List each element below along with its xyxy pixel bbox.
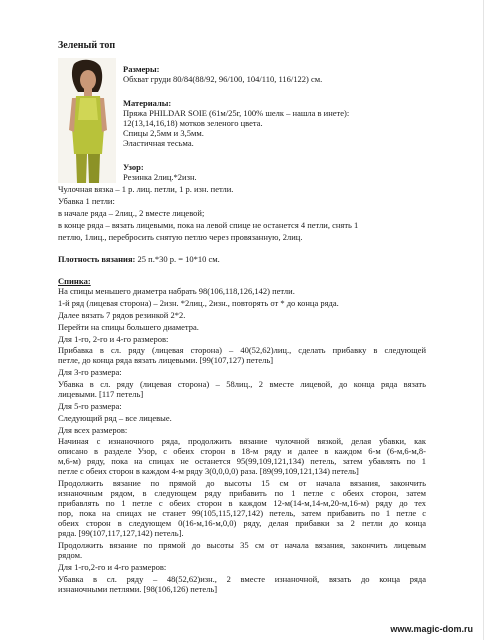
back-instruction-line: Далее вязать 7 рядов резинкой 2*2.: [58, 310, 186, 320]
back-instruction-line: пор, пока на спицах не станет 99(105,115,127,142) петель, затем прибавить по 1 петле с: [58, 508, 426, 518]
back-instruction-line: описано в разделе Узор, с обеих сторон в 18-м ряду и далее в каждом 6-м (6-м,6-м,8-: [58, 446, 426, 456]
back-instruction-line: Следующий ряд – все лицевые.: [58, 413, 172, 423]
back-instruction-line: обеих сторон в следующем 0(16-м,16-м,0,0) ряду, делая прибавки за 2 петли до конца: [58, 518, 426, 528]
materials-heading: Материалы:: [123, 98, 172, 108]
sizes-text: Обхват груди 80/84(88/92, 96/100, 104/110, 116/122) см.: [123, 74, 323, 84]
pattern-line: Резинка 2лиц.*2изн.: [123, 172, 197, 182]
document-title: Зеленый топ: [58, 40, 116, 51]
pattern-heading: Узор:: [123, 162, 144, 172]
pattern-line: в начале ряда – 2лиц., 2 вместе лицевой;: [58, 208, 205, 218]
back-instruction-line: прибавлять по 1 петле с обеих сторон в каждом 12-м(14-м,14-м,20-м,16-м) ряду до тех: [58, 498, 426, 508]
back-instruction-line: Убавка в сл. ряду – 48(52,62)изн., 2 вместе изнаночной, вязать до конца ряда: [58, 574, 426, 584]
density-line: [58, 254, 220, 264]
pattern-line: Убавка 1 петли:: [58, 196, 115, 206]
model-photo: [58, 58, 116, 183]
back-instruction-line: На спицы меньшего диаметра набрать 98(106,118,126,142) петли.: [58, 286, 295, 296]
density-label: Плотность вязания:: [58, 254, 136, 264]
materials-line: Спицы 2,5мм и 3,5мм.: [123, 128, 204, 138]
back-instruction-line: изнаночным рядом, в следующем ряду прибавить по 1 петле с обеих сторон, затем: [58, 488, 426, 498]
back-instruction-line: изнаночными петлями. [98(106,126) петель]: [58, 584, 218, 594]
model-photo-image: [58, 58, 116, 183]
pattern-line: в конце ряда – вязать лицевыми, пока на левой спице не останется 4 петли, снять 1: [58, 220, 359, 230]
back-instruction-line: ряда. [99(107,117,127,142) петель].: [58, 528, 184, 538]
materials-line: 12(13,14,16,18) мотков зеленого цвета.: [123, 118, 263, 128]
back-heading: Спинка:: [58, 276, 91, 286]
materials-line: Эластичная тесьма.: [123, 138, 194, 148]
back-instruction-line: петле с обеих сторон в каждом 4-м ряду 3(0,0,0,0) раза. [89(99,109,121,134) петель]: [58, 466, 359, 476]
back-instruction-line: Продолжить вязание по прямой до высоты 15 см от начала вязания, закончить: [58, 478, 426, 488]
pattern-line: петлю, 1лиц., перебросить снятую петлю через провязанную, 2лиц.: [58, 232, 303, 242]
back-instruction-line: Для 3-го размера:: [58, 367, 122, 377]
back-instruction-line: лицевыми. [117 петель]: [58, 389, 144, 399]
back-instruction-line: Убавка в сл. ряду (лицевая сторона) – 58лиц., 2 вместе лицевой, до конца ряда вязать: [58, 379, 426, 389]
back-instruction-line: Начиная с изнаночного ряда, продолжить вязание чулочной вязкой, делая убавки, как: [58, 436, 426, 446]
back-instruction-line: петле, до конца ряда вязать лицевыми. [99(107,127) петель]: [58, 355, 274, 365]
back-instruction-line: Для 1-го,2-го и 4-го размеров:: [58, 562, 167, 572]
back-instruction-line: Для 1-го, 2-го и 4-го размеров:: [58, 334, 169, 344]
pattern-line: Чулочная вязка – 1 р. лиц. петли, 1 р. изн. петли.: [58, 184, 234, 194]
back-instruction-line: рядом.: [58, 550, 83, 560]
back-instruction-line: м,6-м) ряду, пока на спицах не останется 95(99,109,121,134) петель, затем убавлять по 1: [58, 456, 426, 466]
sizes-heading: Размеры:: [123, 64, 160, 74]
back-instruction-line: Для 5-го размера:: [58, 401, 122, 411]
website-watermark: www.magic-dom.ru: [390, 624, 473, 634]
density-value: 25 п.*30 р. = 10*10 см.: [135, 254, 220, 264]
back-instruction-line: Перейти на спицы большего диаметра.: [58, 322, 199, 332]
back-instruction-line: Прибавка в сл. ряду (лицевая сторона) – 40(52,62)лиц., сделать прибавку в следующей: [58, 345, 426, 355]
back-instruction-line: Продолжить вязание по прямой до высоты 35 см от начала вязания, закончить лицевым: [58, 540, 426, 550]
back-instruction-line: Для всех размеров:: [58, 425, 128, 435]
materials-line: Пряжа PHILDAR SOIE (61м/25г, 100% шелк – нашла в инете):: [123, 108, 350, 118]
back-instruction-line: 1-й ряд (лицевая сторона) – 2изн. *2лиц., 2изн., повторять от * до конца ряда.: [58, 298, 339, 308]
